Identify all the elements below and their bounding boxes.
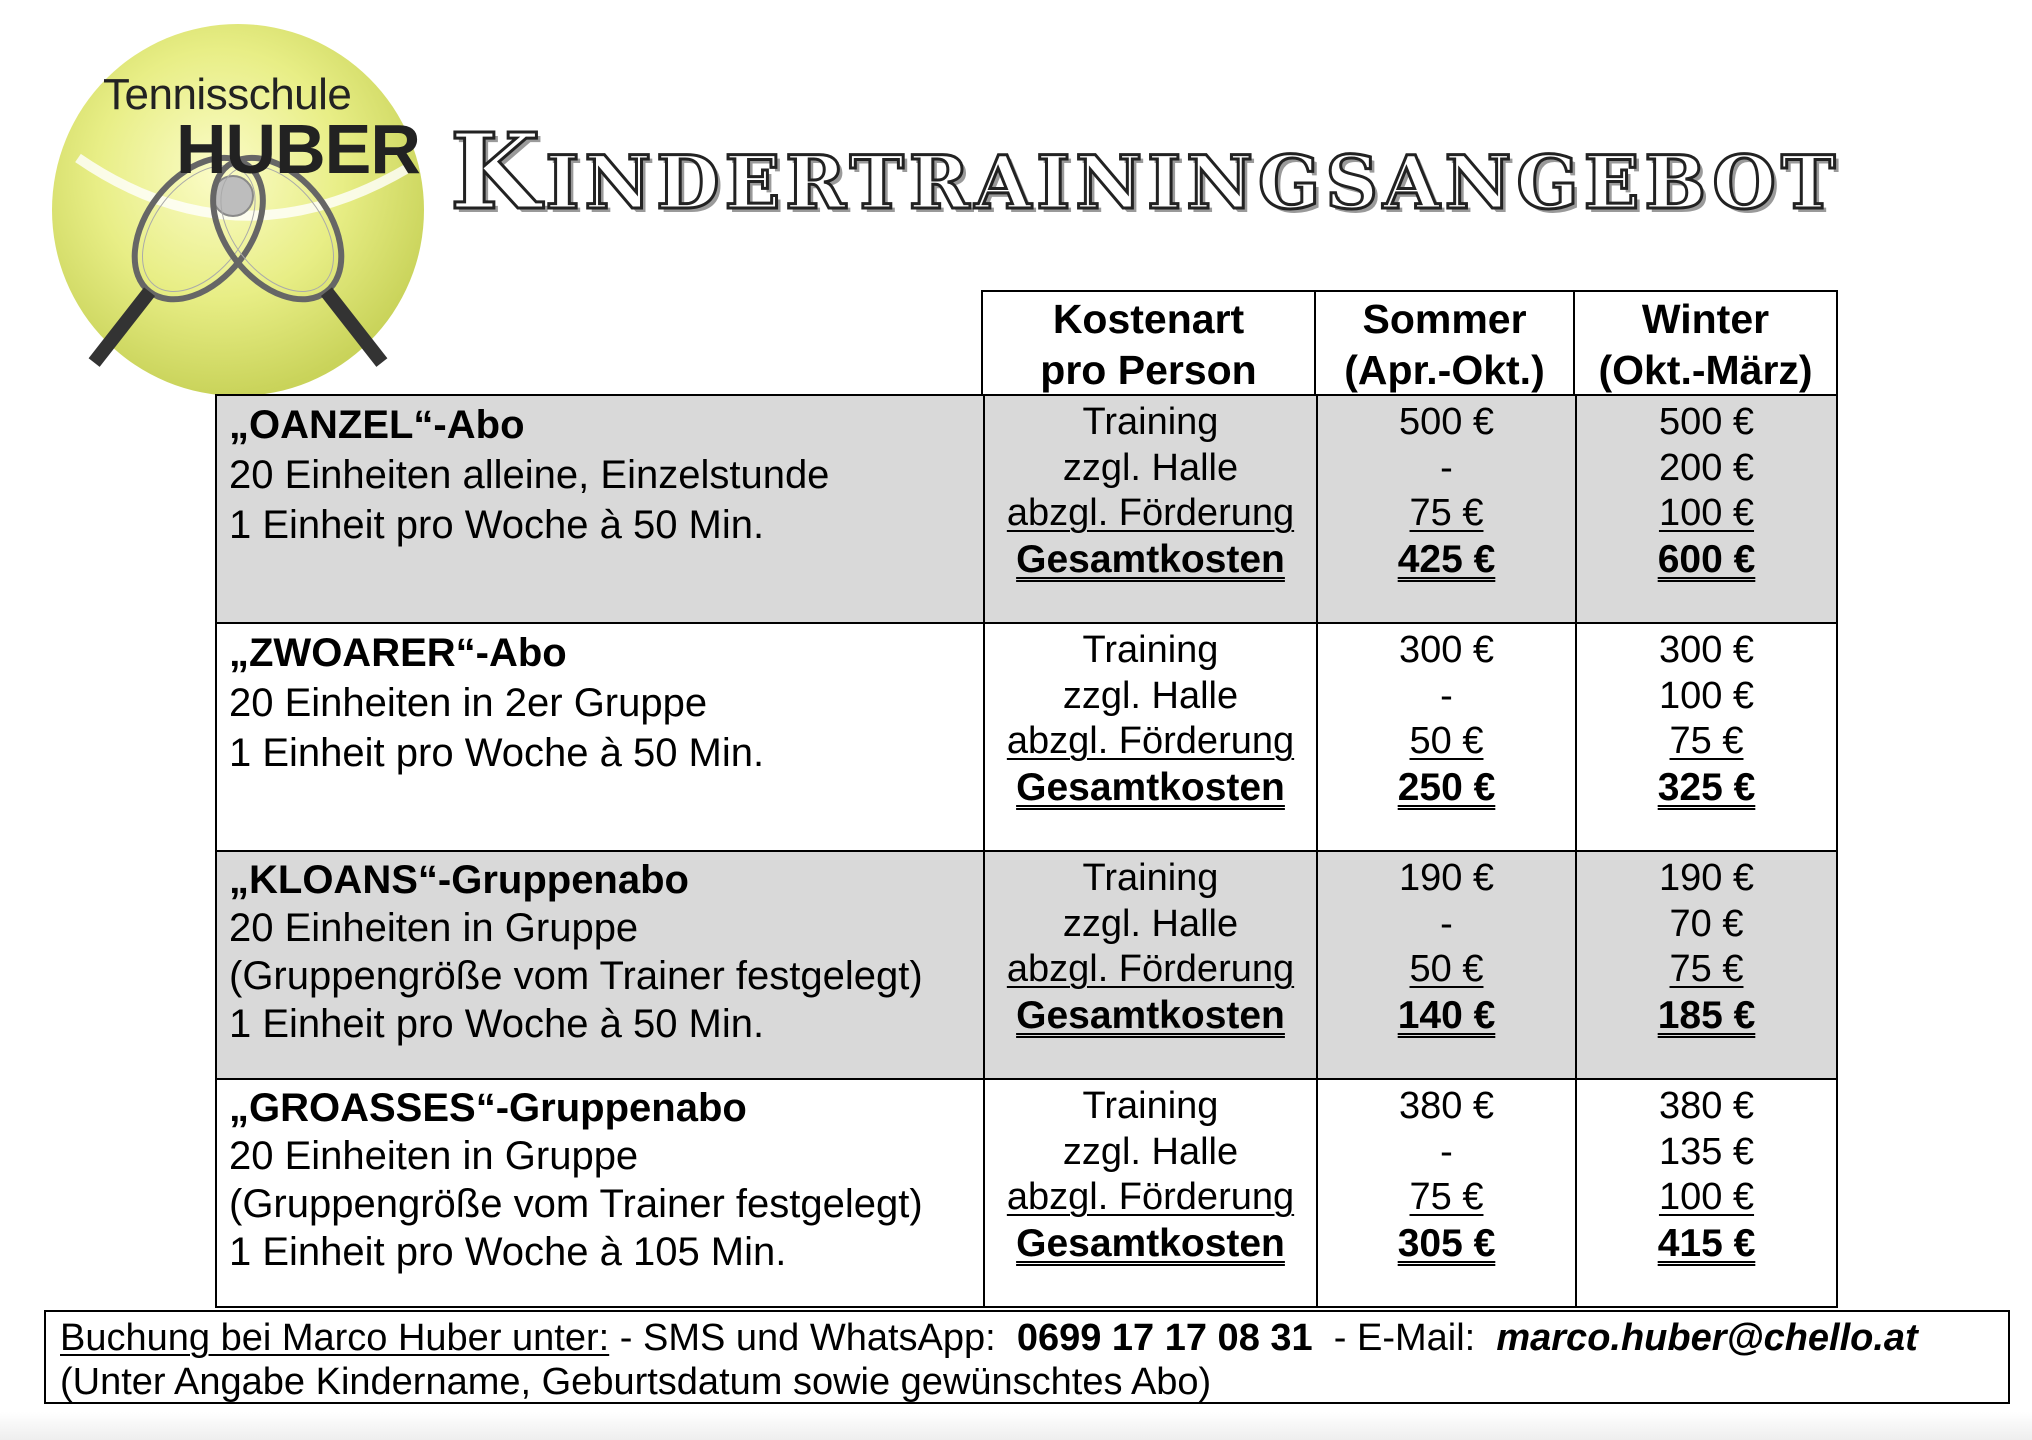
row-detail: (Gruppengröße vom Trainer festgelegt) bbox=[229, 1182, 923, 1226]
cost-label-gesamt: Gesamtkosten bbox=[1016, 1221, 1285, 1265]
cost-label-foerderung: abzgl. Förderung bbox=[1006, 948, 1295, 990]
cost-label-foerderung: abzgl. Förderung bbox=[1006, 1176, 1295, 1218]
winter-gesamt: 185 € bbox=[1657, 993, 1756, 1037]
sommer-foerderung: 50 € bbox=[1409, 720, 1484, 762]
row-detail: 20 Einheiten in 2er Gruppe bbox=[229, 681, 708, 725]
sommer-halle: - bbox=[1440, 1130, 1453, 1173]
winter-halle: 70 € bbox=[1669, 902, 1744, 945]
sommer-values bbox=[1316, 396, 1575, 622]
winter-foerderung: 75 € bbox=[1669, 720, 1744, 762]
table-row-kloans bbox=[215, 850, 1838, 1078]
row-description bbox=[217, 624, 983, 850]
row-title: „ZWOARER“-Abo bbox=[229, 631, 567, 675]
row-title: „OANZEL“-Abo bbox=[229, 403, 525, 447]
sommer-training: 380 € bbox=[1398, 1085, 1495, 1127]
row-detail: (Gruppengröße vom Trainer festgelegt) bbox=[229, 954, 923, 998]
cost-label-gesamt: Gesamtkosten bbox=[1016, 537, 1285, 581]
header-sommer bbox=[1314, 290, 1573, 394]
header-sommer-line2: (Apr.-Okt.) bbox=[1344, 347, 1545, 393]
cost-label-gesamt: Gesamtkosten bbox=[1016, 993, 1285, 1037]
header-sommer-line1: Sommer bbox=[1362, 296, 1527, 342]
table-row-oanzel bbox=[215, 394, 1838, 622]
table-row-zwoarer bbox=[215, 622, 1838, 850]
row-title: „GROASSES“-Gruppenabo bbox=[229, 1086, 747, 1130]
email-label: - E-Mail: bbox=[1312, 1317, 1497, 1359]
winter-training: 300 € bbox=[1658, 629, 1755, 671]
winter-training: 500 € bbox=[1658, 401, 1755, 443]
winter-training: 380 € bbox=[1658, 1085, 1755, 1127]
winter-halle: 200 € bbox=[1658, 446, 1755, 489]
page-bottom-shadow bbox=[0, 1412, 2032, 1440]
cost-label-foerderung: abzgl. Förderung bbox=[1006, 492, 1295, 534]
sommer-gesamt: 305 € bbox=[1397, 1221, 1496, 1265]
cost-label-foerderung: abzgl. Förderung bbox=[1006, 720, 1295, 762]
sms-label: - SMS und WhatsApp: bbox=[609, 1317, 1017, 1359]
booking-note: (Unter Angabe Kindername, Geburtsdatum sowie gewünschtes Abo) bbox=[60, 1361, 1212, 1403]
booking-contact-line bbox=[60, 1316, 2008, 1360]
sommer-training: 500 € bbox=[1398, 401, 1495, 443]
cost-label-training: Training bbox=[1082, 1085, 1219, 1127]
table-row-groasses bbox=[215, 1078, 1838, 1308]
cost-label-halle: zzgl. Halle bbox=[1062, 674, 1239, 717]
sommer-halle: - bbox=[1440, 902, 1453, 945]
winter-values bbox=[1575, 1080, 1836, 1306]
sommer-gesamt: 140 € bbox=[1397, 993, 1496, 1037]
page-title: Kindertrainingsangebot bbox=[450, 110, 1841, 233]
header-winter-line1: Winter bbox=[1641, 296, 1770, 342]
sommer-foerderung: 75 € bbox=[1409, 1176, 1484, 1218]
cost-label-training: Training bbox=[1082, 401, 1219, 443]
row-description bbox=[217, 1080, 983, 1306]
cost-labels bbox=[983, 852, 1316, 1078]
cost-labels bbox=[983, 396, 1316, 622]
row-title: „KLOANS“-Gruppenabo bbox=[229, 858, 689, 902]
header-kostenart bbox=[981, 290, 1314, 394]
header-winter bbox=[1573, 290, 1838, 394]
row-detail: 20 Einheiten in Gruppe bbox=[229, 1134, 639, 1178]
row-detail: 1 Einheit pro Woche à 50 Min. bbox=[229, 1002, 765, 1046]
sommer-training: 190 € bbox=[1398, 857, 1495, 899]
email-address-link[interactable]: marco.huber@chello.at bbox=[1496, 1317, 1918, 1359]
row-detail: 1 Einheit pro Woche à 105 Min. bbox=[229, 1230, 787, 1274]
winter-values bbox=[1575, 852, 1836, 1078]
cost-label-halle: zzgl. Halle bbox=[1062, 446, 1239, 489]
sommer-foerderung: 50 € bbox=[1409, 948, 1484, 990]
sommer-halle: - bbox=[1440, 674, 1453, 717]
sommer-training: 300 € bbox=[1398, 629, 1495, 671]
winter-foerderung: 75 € bbox=[1669, 948, 1744, 990]
row-detail: 1 Einheit pro Woche à 50 Min. bbox=[229, 731, 765, 775]
sommer-values bbox=[1316, 1080, 1575, 1306]
sommer-halle: - bbox=[1440, 446, 1453, 489]
winter-gesamt: 600 € bbox=[1657, 537, 1756, 581]
sommer-gesamt: 250 € bbox=[1397, 765, 1496, 809]
cost-label-training: Training bbox=[1082, 857, 1219, 899]
winter-training: 190 € bbox=[1658, 857, 1755, 899]
sommer-foerderung: 75 € bbox=[1409, 492, 1484, 534]
row-description bbox=[217, 396, 983, 622]
phone-number[interactable]: 0699 17 17 08 31 bbox=[1016, 1317, 1313, 1359]
sommer-values bbox=[1316, 624, 1575, 850]
logo-text-huber: HUBER bbox=[176, 110, 420, 188]
winter-halle: 100 € bbox=[1658, 674, 1755, 717]
booking-label: Buchung bei Marco Huber unter: bbox=[60, 1317, 610, 1359]
tennisschule-logo bbox=[48, 18, 428, 398]
row-description bbox=[217, 852, 983, 1078]
winter-foerderung: 100 € bbox=[1658, 492, 1755, 534]
winter-gesamt: 325 € bbox=[1657, 765, 1756, 809]
row-detail: 20 Einheiten in Gruppe bbox=[229, 906, 639, 950]
cost-label-training: Training bbox=[1082, 629, 1219, 671]
row-detail: 1 Einheit pro Woche à 50 Min. bbox=[229, 503, 765, 547]
row-detail: 20 Einheiten alleine, Einzelstunde bbox=[229, 453, 830, 497]
sommer-values bbox=[1316, 852, 1575, 1078]
header-winter-line2: (Okt.-März) bbox=[1598, 347, 1813, 393]
winter-values bbox=[1575, 396, 1836, 622]
winter-gesamt: 415 € bbox=[1657, 1221, 1756, 1265]
sommer-gesamt: 425 € bbox=[1397, 537, 1496, 581]
cost-label-gesamt: Gesamtkosten bbox=[1016, 765, 1285, 809]
header-kostenart-line1: Kostenart bbox=[1052, 296, 1245, 342]
winter-foerderung: 100 € bbox=[1658, 1176, 1755, 1218]
header-kostenart-line2: pro Person bbox=[1040, 347, 1257, 393]
cost-labels bbox=[983, 624, 1316, 850]
winter-values bbox=[1575, 624, 1836, 850]
cost-label-halle: zzgl. Halle bbox=[1062, 1130, 1239, 1173]
cost-labels bbox=[983, 1080, 1316, 1306]
cost-label-halle: zzgl. Halle bbox=[1062, 902, 1239, 945]
logo-text-tennisschule: Tennisschule bbox=[103, 70, 352, 119]
booking-info-box bbox=[44, 1310, 2010, 1404]
winter-halle: 135 € bbox=[1658, 1130, 1755, 1173]
